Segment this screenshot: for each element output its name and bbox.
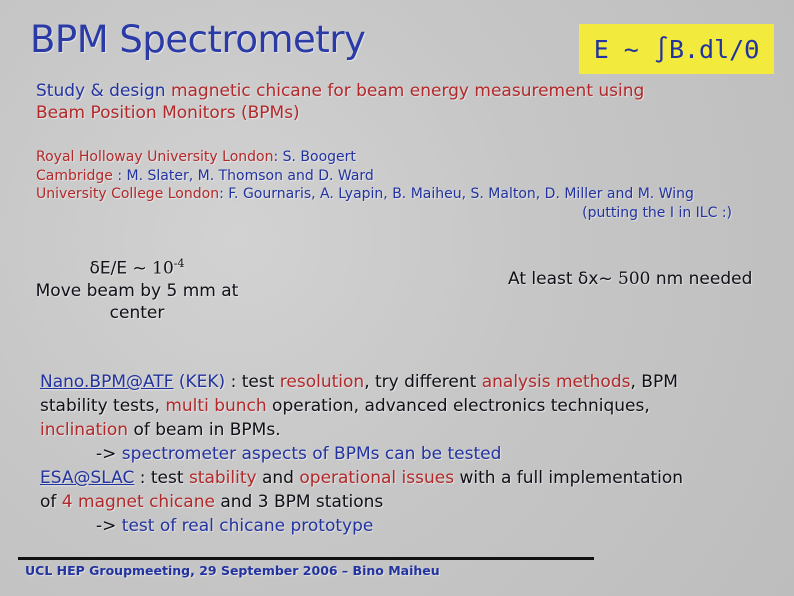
group-cambridge: Cambridge : M. Slater, M. Thomson and D. Ward <box>36 167 374 184</box>
energy-formula: E ~ ∫B.dl/Θ <box>593 34 760 64</box>
study-line-2: Beam Position Monitors (BPMs) <box>36 103 300 123</box>
energy-resolution-requirement <box>14 253 260 324</box>
position-resolution-requirement: At least δx~ 500 nm needed <box>508 269 753 289</box>
main-line-4: -> spectrometer aspects of BPMs can be tested <box>96 444 502 464</box>
study-line-1: Study & design magnetic chicane for beam energy measurement using <box>36 81 645 101</box>
main-line-2: stability tests, multi bunch operation, advanced electronics techniques, <box>40 396 650 416</box>
highlight-for: for <box>327 81 351 101</box>
highlight-beam-energy: beam energy measurement using <box>356 81 645 101</box>
resolution-line-2: Move beam by 5 mm at center <box>35 280 239 323</box>
main-line-6: of 4 magnet chicane and 3 BPM stations <box>40 492 384 512</box>
footer-divider <box>18 557 594 560</box>
study-description <box>36 80 756 124</box>
footer-text: UCL HEP Groupmeeting, 29 September 2006 – Bino Maiheu <box>25 563 440 578</box>
highlight-magnetic-chicane: magnetic chicane <box>170 81 322 101</box>
esa-slac-link[interactable]: ESA@SLAC <box>40 468 135 488</box>
group-royal-holloway: Royal Holloway University London: S. Boogert <box>36 149 356 165</box>
collaborators-list <box>36 148 736 222</box>
ilc-remark: (putting the I in ILC :) <box>582 204 732 221</box>
main-line-5: ESA@SLAC : test stability and operational issues with a full implementation <box>40 468 684 488</box>
experiments-description <box>40 370 770 538</box>
main-line-1: Nano.BPM@ATF (KEK) : test resolution, try different analysis methods, BPM <box>40 372 678 392</box>
slide-title: BPM Spectrometry <box>30 18 366 61</box>
resolution-line-1: δE/E ~ $10^{-4}$ <box>89 257 185 279</box>
main-line-7: -> test of real chicane prototype <box>96 516 374 536</box>
main-line-3: inclination of beam in BPMs. <box>40 420 281 440</box>
group-ucl: University College London: F. Gournaris, A. Lyapin, B. Maiheu, S. Malton, D. Miller and M. Wing <box>36 186 694 202</box>
formula-box <box>579 24 774 74</box>
nanobpm-atf-link[interactable]: Nano.BPM@ATF <box>40 372 174 392</box>
